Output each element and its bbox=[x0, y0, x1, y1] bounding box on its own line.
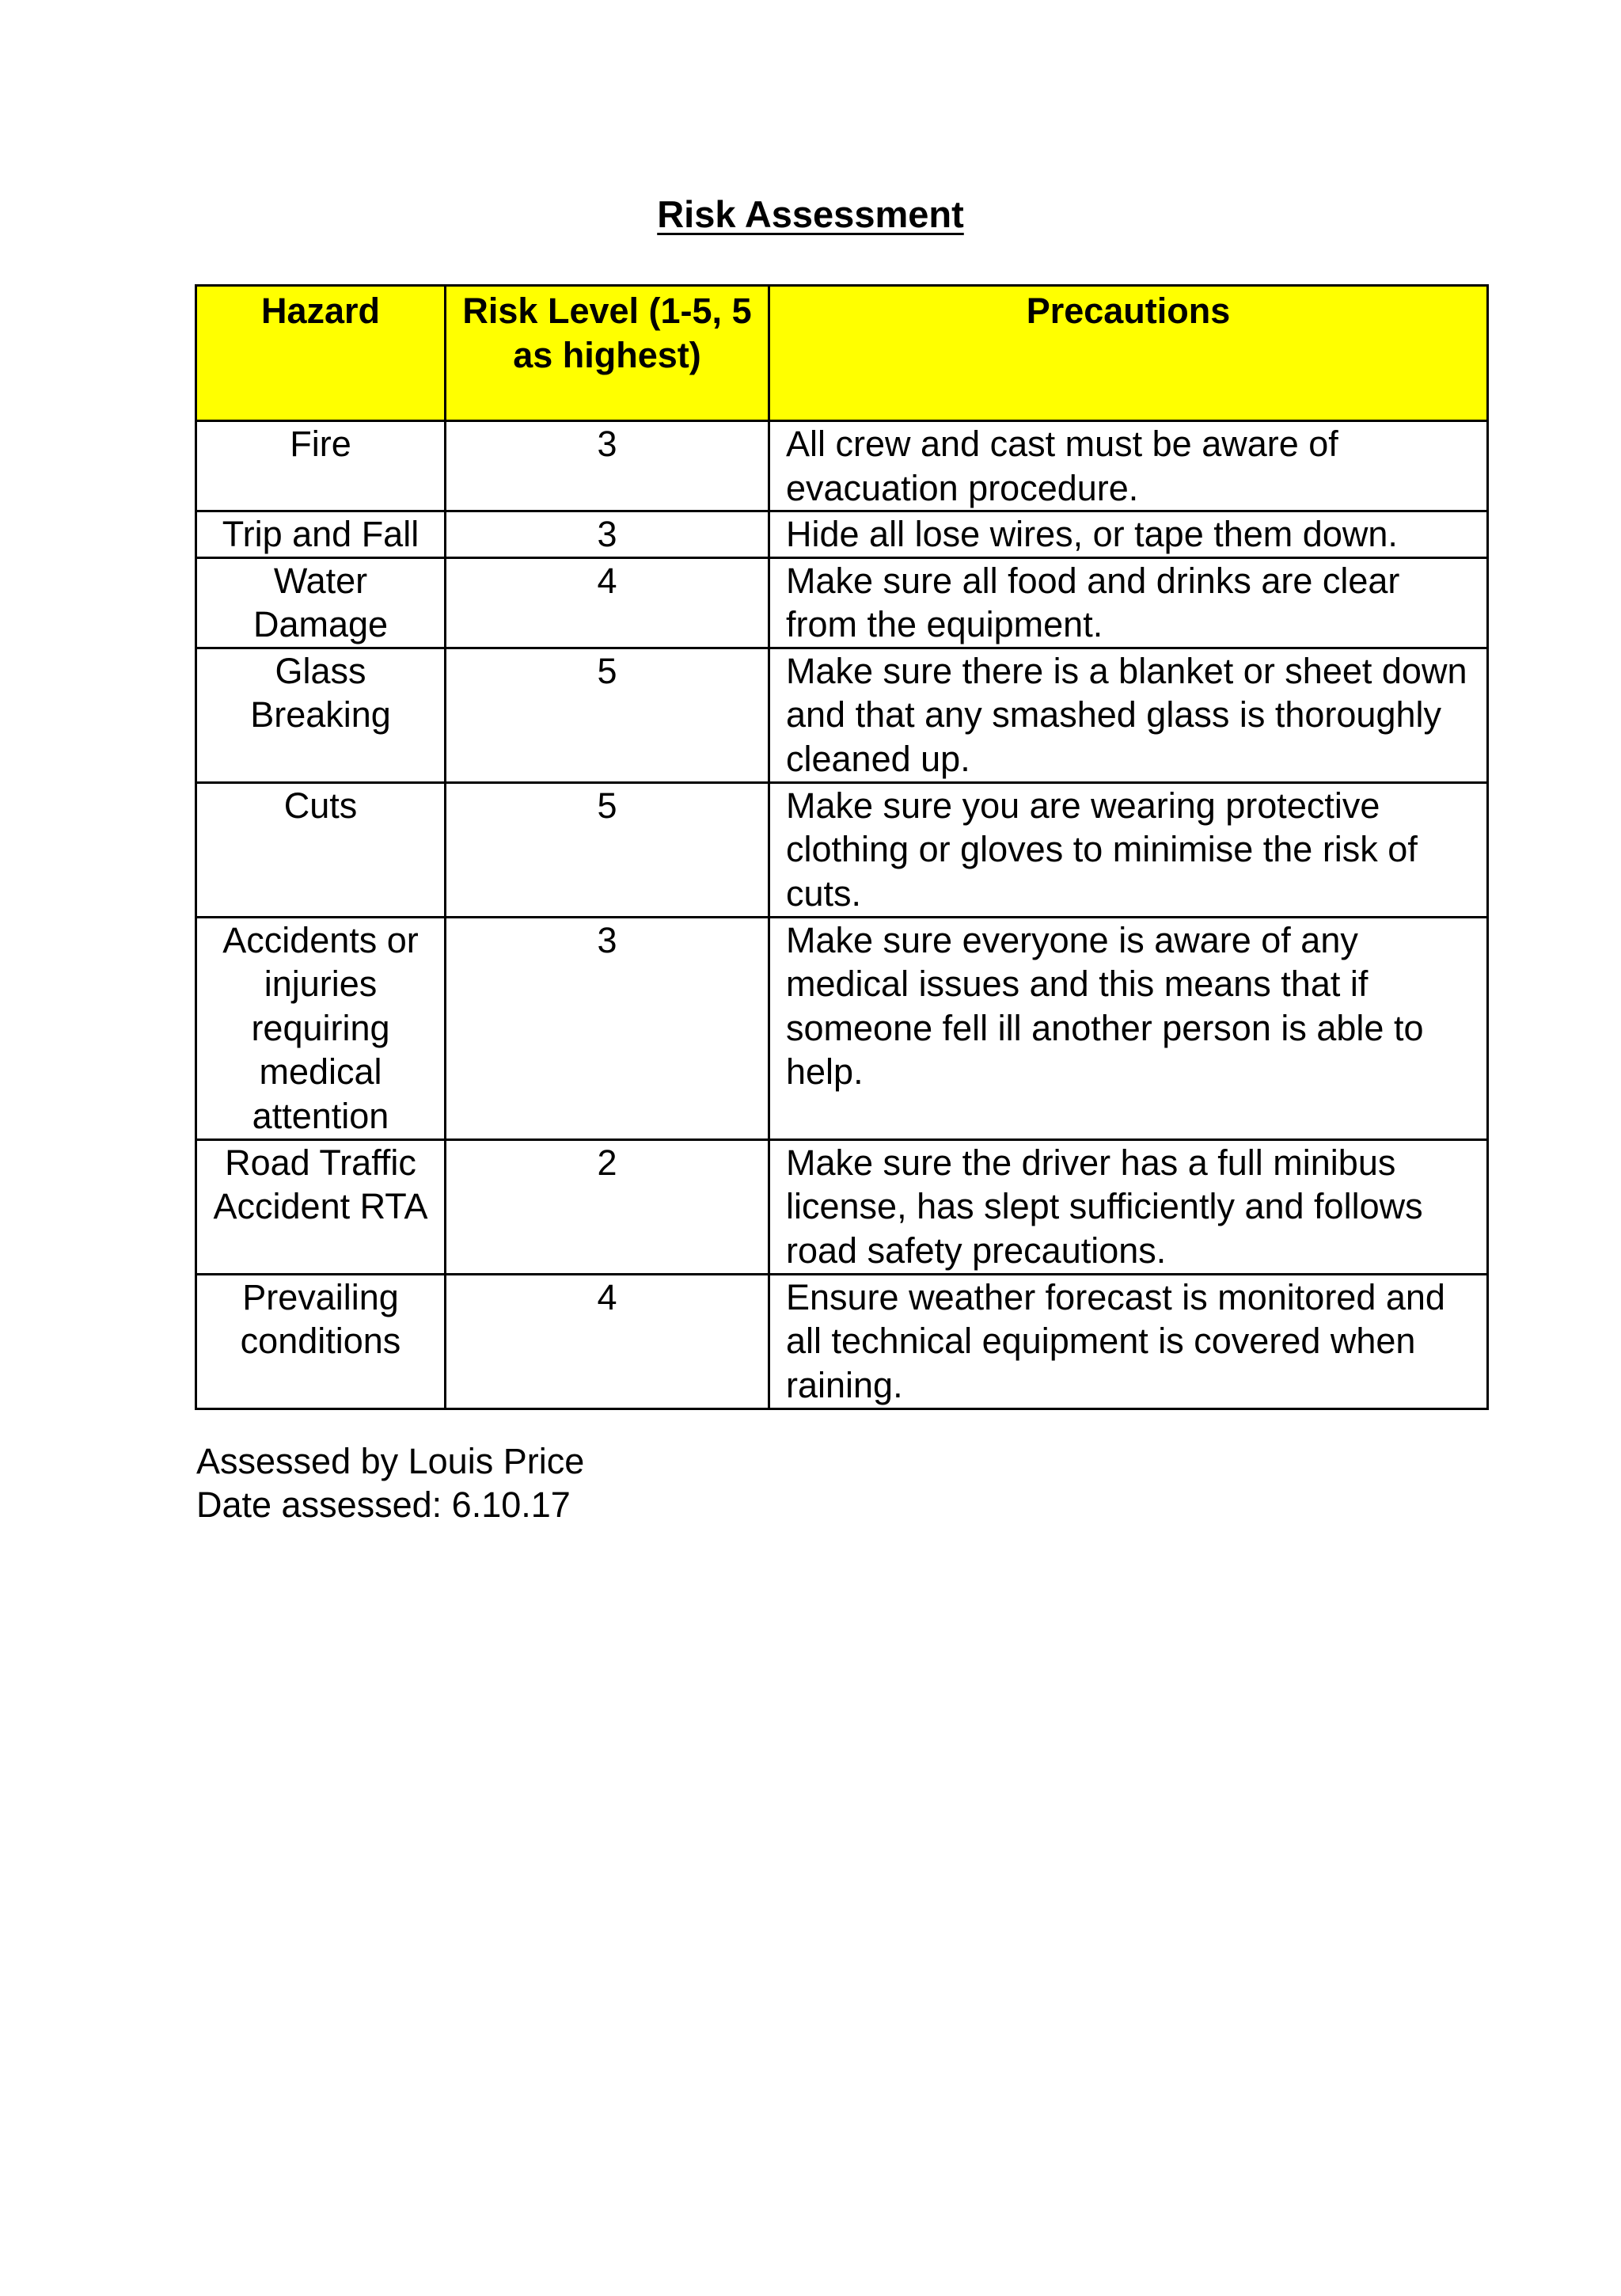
table-row bbox=[196, 421, 1488, 511]
precautions-cell: All crew and cast must be aware of evacuation procedure. bbox=[769, 421, 1488, 511]
risk-assessment-table bbox=[195, 284, 1489, 1410]
risk-level-cell: 3 bbox=[446, 421, 769, 511]
assessment-footer bbox=[196, 1439, 584, 1526]
header-hazard: Hazard bbox=[196, 286, 446, 421]
precautions-cell: Ensure weather forecast is monitored and all technical equipment is covered when raining. bbox=[769, 1274, 1488, 1408]
precautions-cell: Hide all lose wires, or tape them down. bbox=[769, 511, 1488, 558]
hazard-cell: Water Damage bbox=[196, 557, 446, 648]
precautions-cell: Make sure all food and drinks are clear from the equipment. bbox=[769, 557, 1488, 648]
risk-level-cell: 3 bbox=[446, 511, 769, 558]
risk-level-cell: 5 bbox=[446, 648, 769, 782]
risk-level-cell: 4 bbox=[446, 557, 769, 648]
hazard-cell: Cuts bbox=[196, 782, 446, 917]
precautions-cell: Make sure there is a blanket or sheet down and that any smashed glass is thoroughly cleaned up. bbox=[769, 648, 1488, 782]
precautions-cell: Make sure you are wearing protective clothing or gloves to minimise the risk of cuts. bbox=[769, 782, 1488, 917]
risk-level-cell: 5 bbox=[446, 782, 769, 917]
assessed-by-text: Assessed by Louis Price bbox=[196, 1441, 585, 1481]
risk-level-cell: 3 bbox=[446, 917, 769, 1139]
hazard-cell: Accidents or injuries requiring medical attention bbox=[196, 917, 446, 1139]
table-row bbox=[196, 557, 1488, 648]
date-assessed-text: Date assessed: 6.10.17 bbox=[196, 1484, 571, 1525]
precautions-cell: Make sure the driver has a full minibus license, has slept sufficiently and follows road safety precautions. bbox=[769, 1139, 1488, 1274]
hazard-cell: Glass Breaking bbox=[196, 648, 446, 782]
table-header-row bbox=[196, 286, 1488, 421]
table-row bbox=[196, 1139, 1488, 1274]
table-row bbox=[196, 648, 1488, 782]
table-row bbox=[196, 511, 1488, 558]
hazard-cell: Road Traffic Accident RTA bbox=[196, 1139, 446, 1274]
header-risk-level: Risk Level (1-5, 5 as highest) bbox=[446, 286, 769, 421]
header-precautions: Precautions bbox=[769, 286, 1488, 421]
hazard-cell: Prevailing conditions bbox=[196, 1274, 446, 1408]
hazard-cell: Trip and Fall bbox=[196, 511, 446, 558]
table-row bbox=[196, 917, 1488, 1139]
risk-level-cell: 2 bbox=[446, 1139, 769, 1274]
table-row bbox=[196, 782, 1488, 917]
risk-level-cell: 4 bbox=[446, 1274, 769, 1408]
table-row bbox=[196, 1274, 1488, 1408]
document-title: Risk Assessment bbox=[657, 193, 964, 235]
hazard-cell: Fire bbox=[196, 421, 446, 511]
precautions-cell: Make sure everyone is aware of any medical issues and this means that if someone fell ill another person is able to help. bbox=[769, 917, 1488, 1139]
